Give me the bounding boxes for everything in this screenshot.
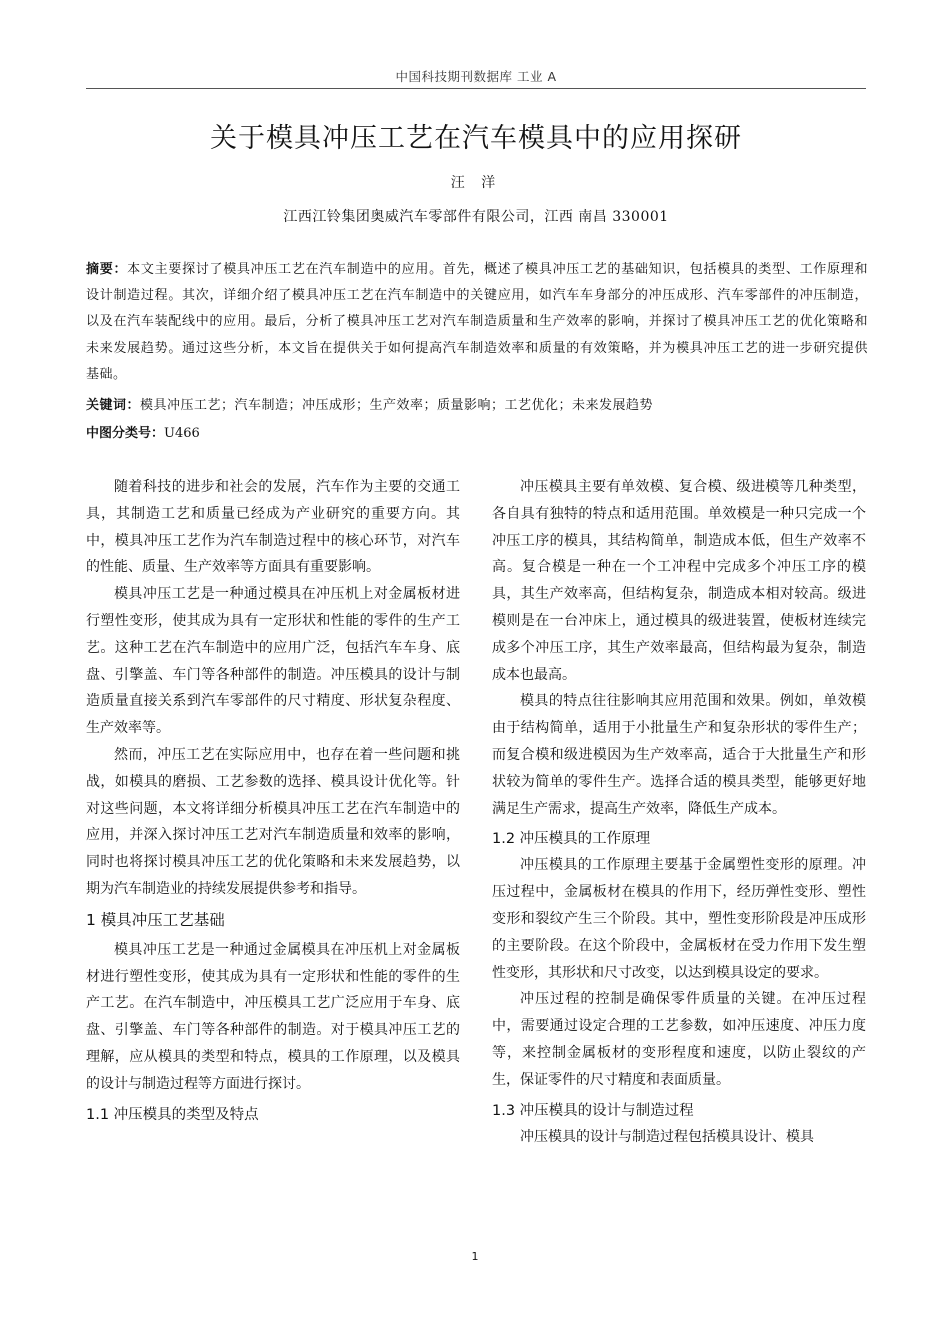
body-paragraph: 冲压模具的工作原理主要基于金属塑性变形的原理。冲压过程中，金属板材在模具的作用下，经历弹性变形、塑性变形和裂纹产生三个阶段。其中，塑性变形阶段是冲压成形的主要阶段。在这个阶段中，金属板材在受力作用下发生塑性变形，其形状和尺寸改变，以达到模具设定的要求。: [492, 857, 866, 981]
classification-number: [86, 424, 868, 444]
keywords-label: 关键词：: [86, 398, 141, 413]
abstract-text: 本文主要探讨了模具冲压工艺在汽车制造中的应用。首先，概述了模具冲压工艺的基础知识，包括模具的类型、工作原理和设计制造过程。其次，详细介绍了模具冲压工艺在汽车制造中的关键应用，如汽车车身部分的冲压成形、汽车零部件的冲压制造，以及在汽车装配线中的应用。最后，分析了模具冲压工艺对汽车制造质量和生产效率的影响，并探讨了模具冲压工艺的优化策略和未来发展趋势。通过这些分析，本文旨在提供关于如何提高汽车制造效率和质量的有效策略，并为模具冲压工艺的进一步研究提供基础。: [86, 262, 868, 382]
author-affiliation: 江西江铃集团奥威汽车零部件有限公司，江西 南昌 330001: [283, 209, 669, 225]
body-paragraph: 随着科技的进步和社会的发展，汽车作为主要的交通工具，其制造工艺和质量已经成为产业研究的重要方向。其中，模具冲压工艺作为汽车制造过程中的核心环节，对汽车的性能、质量、生产效率等方面具有重要影响。: [86, 479, 460, 576]
body-paragraph: 冲压模具主要有单效模、复合模、级进模等几种类型，各自具有独特的特点和适用范围。单效模是一种只完成一个冲压工序的模具，其结构简单，制造成本低，但生产效率不高。复合模是一种在一个工冲程中完成多个冲压工序的模具，其生产效率高，但结构复杂，制造成本相对较高。级进模则是在一台冲床上，通过模具的级进装置，使板材连续完成多个冲压工序，其生产效率最高，但结构最为复杂，制造成本也最高。: [492, 479, 866, 683]
abstract: [86, 257, 868, 388]
classification-label: 中图分类号：: [86, 426, 165, 441]
body-paragraph: 模具冲压工艺是一种通过模具在冲压机上对金属板材进行塑性变形，使其成为具有一定形状和性能的零件的生产工艺。这种工艺在汽车制造中的应用广泛，包括汽车车身、底盘、引擎盖、车门等各种部件的制造。冲压模具的设计与制造质量直接关系到汽车零部件的尺寸精度、形状复杂程度、生产效率等。: [86, 586, 460, 737]
right-column: [492, 474, 866, 1150]
page-number: 1: [471, 1250, 479, 1263]
classification-text: U466: [164, 426, 200, 441]
subsection-heading: 1.1 冲压模具的类型及特点: [86, 1106, 259, 1123]
body-paragraph: 然而，冲压工艺在实际应用中，也存在着一些问题和挑战，如模具的磨损、工艺参数的选择、模具设计优化等。针对这些问题，本文将详细分析模具冲压工艺在汽车制造中的应用，并深入探讨冲压工艺对汽车制造质量和效率的影响，同时也将探讨模具冲压工艺的优化策略和未来发展趋势，以期为汽车制造业的持续发展提供参考和指导。: [86, 746, 460, 897]
author-name: 汪 洋: [450, 175, 502, 191]
keywords: [86, 396, 868, 416]
abstract-label: 摘要：: [86, 262, 128, 277]
header-divider: [86, 88, 866, 89]
body-paragraph: 模具冲压工艺是一种通过金属模具在冲压机上对金属板材进行塑性变形，使其成为具有一定形状和性能的零件的生产工艺。在汽车制造中，冲压模具工艺广泛应用于车身、底盘、引擎盖、车门等各种部件的制造。对于模具冲压工艺的理解，应从模具的类型和特点，模具的工作原理，以及模具的设计与制造过程等方面进行探讨。: [86, 941, 460, 1092]
article-title: 关于模具冲压工艺在汽车模具中的应用探研: [210, 123, 742, 154]
body-paragraph: 冲压过程的控制是确保零件质量的关键。在冲压过程中，需要通过设定合理的工艺参数，如冲压速度、冲压力度等，来控制金属板材的变形程度和速度，以防止裂纹的产生，保证零件的尺寸精度和表面质量。: [492, 991, 866, 1088]
body-paragraph: 模具的特点往往影响其应用范围和效果。例如，单效模由于结构简单，适用于小批量生产和复杂形状的零件生产；而复合模和级进模因为生产效率高，适合于大批量生产和形状较为简单的零件生产。选择合适的模具类型，能够更好地满足生产需求，提高生产效率，降低生产成本。: [492, 693, 866, 817]
left-column: [86, 474, 460, 1128]
subsection-heading: 1.3 冲压模具的设计与制造过程: [492, 1102, 694, 1119]
running-header: 中国科技期刊数据库 工业 A: [395, 69, 557, 84]
keywords-text: 模具冲压工艺；汽车制造；冲压成形；生产效率；质量影响；工艺优化；未来发展趋势: [140, 398, 654, 413]
subsection-heading: 1.2 冲压模具的工作原理: [492, 831, 651, 848]
body-paragraph: 冲压模具的设计与制造过程包括模具设计、模具: [520, 1128, 814, 1145]
section-heading: 1 模具冲压工艺基础: [86, 910, 225, 929]
